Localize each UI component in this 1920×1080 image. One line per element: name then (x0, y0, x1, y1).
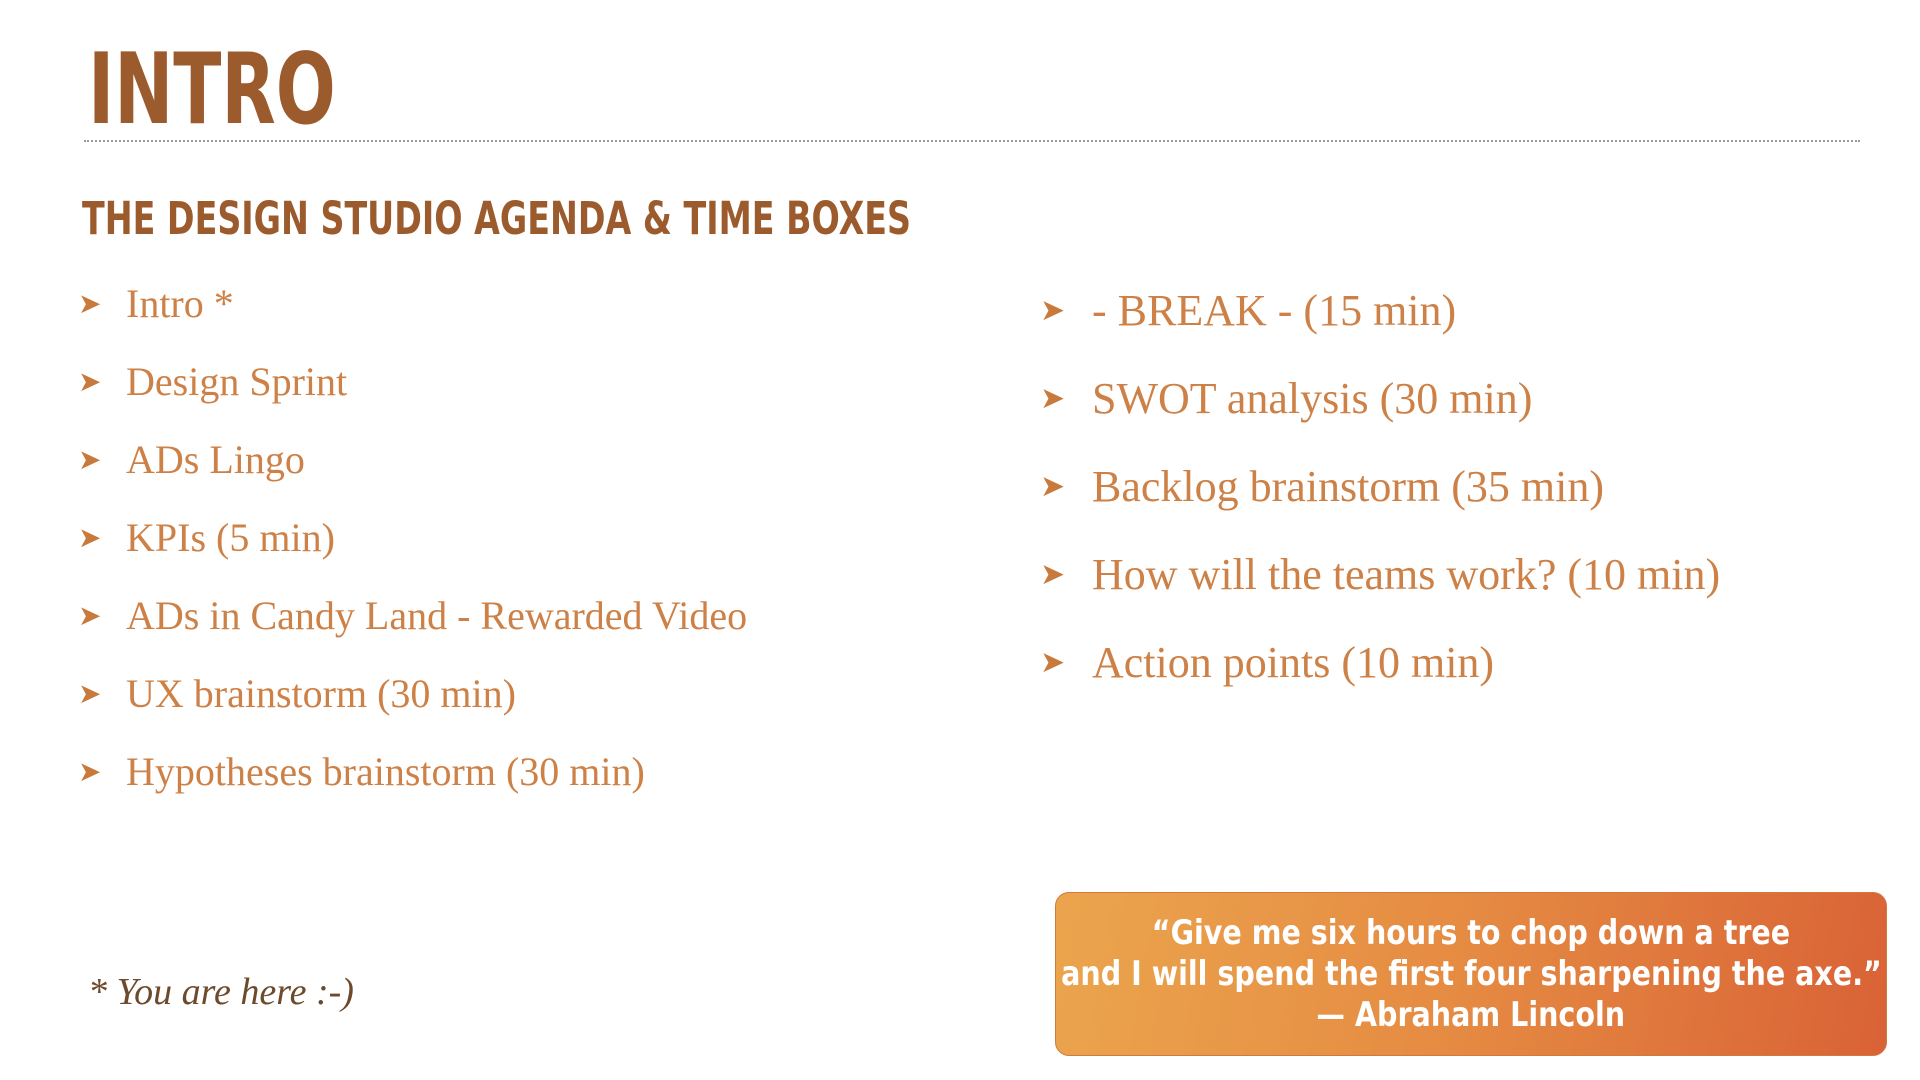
arrow-bullet-icon: ➤ (1040, 293, 1066, 328)
arrow-bullet-icon: ➤ (1040, 645, 1066, 680)
agenda-item-label: Backlog brainstorm (35 min) (1092, 462, 1605, 511)
quote-attribution: — Abraham Lincoln (1316, 994, 1626, 1035)
agenda-item-label: ADs in Candy Land - Rewarded Video (126, 593, 748, 638)
agenda-item (1040, 281, 1880, 341)
quote-line-1: “Give me six hours to chop down a tree (1151, 912, 1791, 953)
agenda-item-label: SWOT analysis (30 min) (1092, 374, 1533, 423)
arrow-bullet-icon: ➤ (78, 521, 102, 554)
arrow-bullet-icon: ➤ (1040, 381, 1066, 416)
arrow-bullet-icon: ➤ (78, 677, 102, 710)
agenda-item-label: - BREAK - (15 min) (1092, 286, 1457, 335)
agenda-item (78, 666, 778, 722)
agenda-item (1040, 457, 1880, 517)
agenda-item (78, 432, 778, 488)
agenda-item-label: Design Sprint (126, 359, 348, 404)
agenda-item-label: Hypotheses brainstorm (30 min) (126, 749, 645, 794)
agenda-item-label: Intro * (126, 281, 234, 326)
agenda-item (78, 510, 778, 566)
dotted-divider (84, 140, 1860, 142)
agenda-item (78, 354, 778, 410)
slide-title: INTRO (88, 33, 336, 147)
agenda-item (1040, 633, 1880, 693)
arrow-bullet-icon: ➤ (78, 755, 102, 788)
agenda-item-label: KPIs (5 min) (126, 515, 335, 560)
agenda-item (78, 588, 778, 644)
arrow-bullet-icon: ➤ (78, 443, 102, 476)
arrow-bullet-icon: ➤ (1040, 469, 1066, 504)
arrow-bullet-icon: ➤ (78, 287, 102, 320)
quote-line-2: and I will spend the first four sharpening the axe.” (1060, 953, 1882, 994)
agenda-item (78, 276, 778, 332)
agenda-item-label: How will the teams work? (10 min) (1092, 550, 1721, 599)
agenda-item (78, 744, 778, 800)
arrow-bullet-icon: ➤ (1040, 557, 1066, 592)
arrow-bullet-icon: ➤ (78, 599, 102, 632)
agenda-item-label: UX brainstorm (30 min) (126, 671, 516, 716)
arrow-bullet-icon: ➤ (78, 365, 102, 398)
slide-subtitle: THE DESIGN STUDIO AGENDA & TIME BOXES (82, 192, 912, 245)
agenda-item (1040, 369, 1880, 429)
agenda-item-label: ADs Lingo (126, 437, 305, 482)
footnote: * You are here :-) (88, 971, 354, 1013)
agenda-item-label: Action points (10 min) (1092, 638, 1495, 687)
agenda-list-right (1040, 281, 1880, 721)
agenda-item (1040, 545, 1880, 605)
agenda-list-left (78, 276, 778, 822)
quote-callout (1055, 892, 1887, 1056)
